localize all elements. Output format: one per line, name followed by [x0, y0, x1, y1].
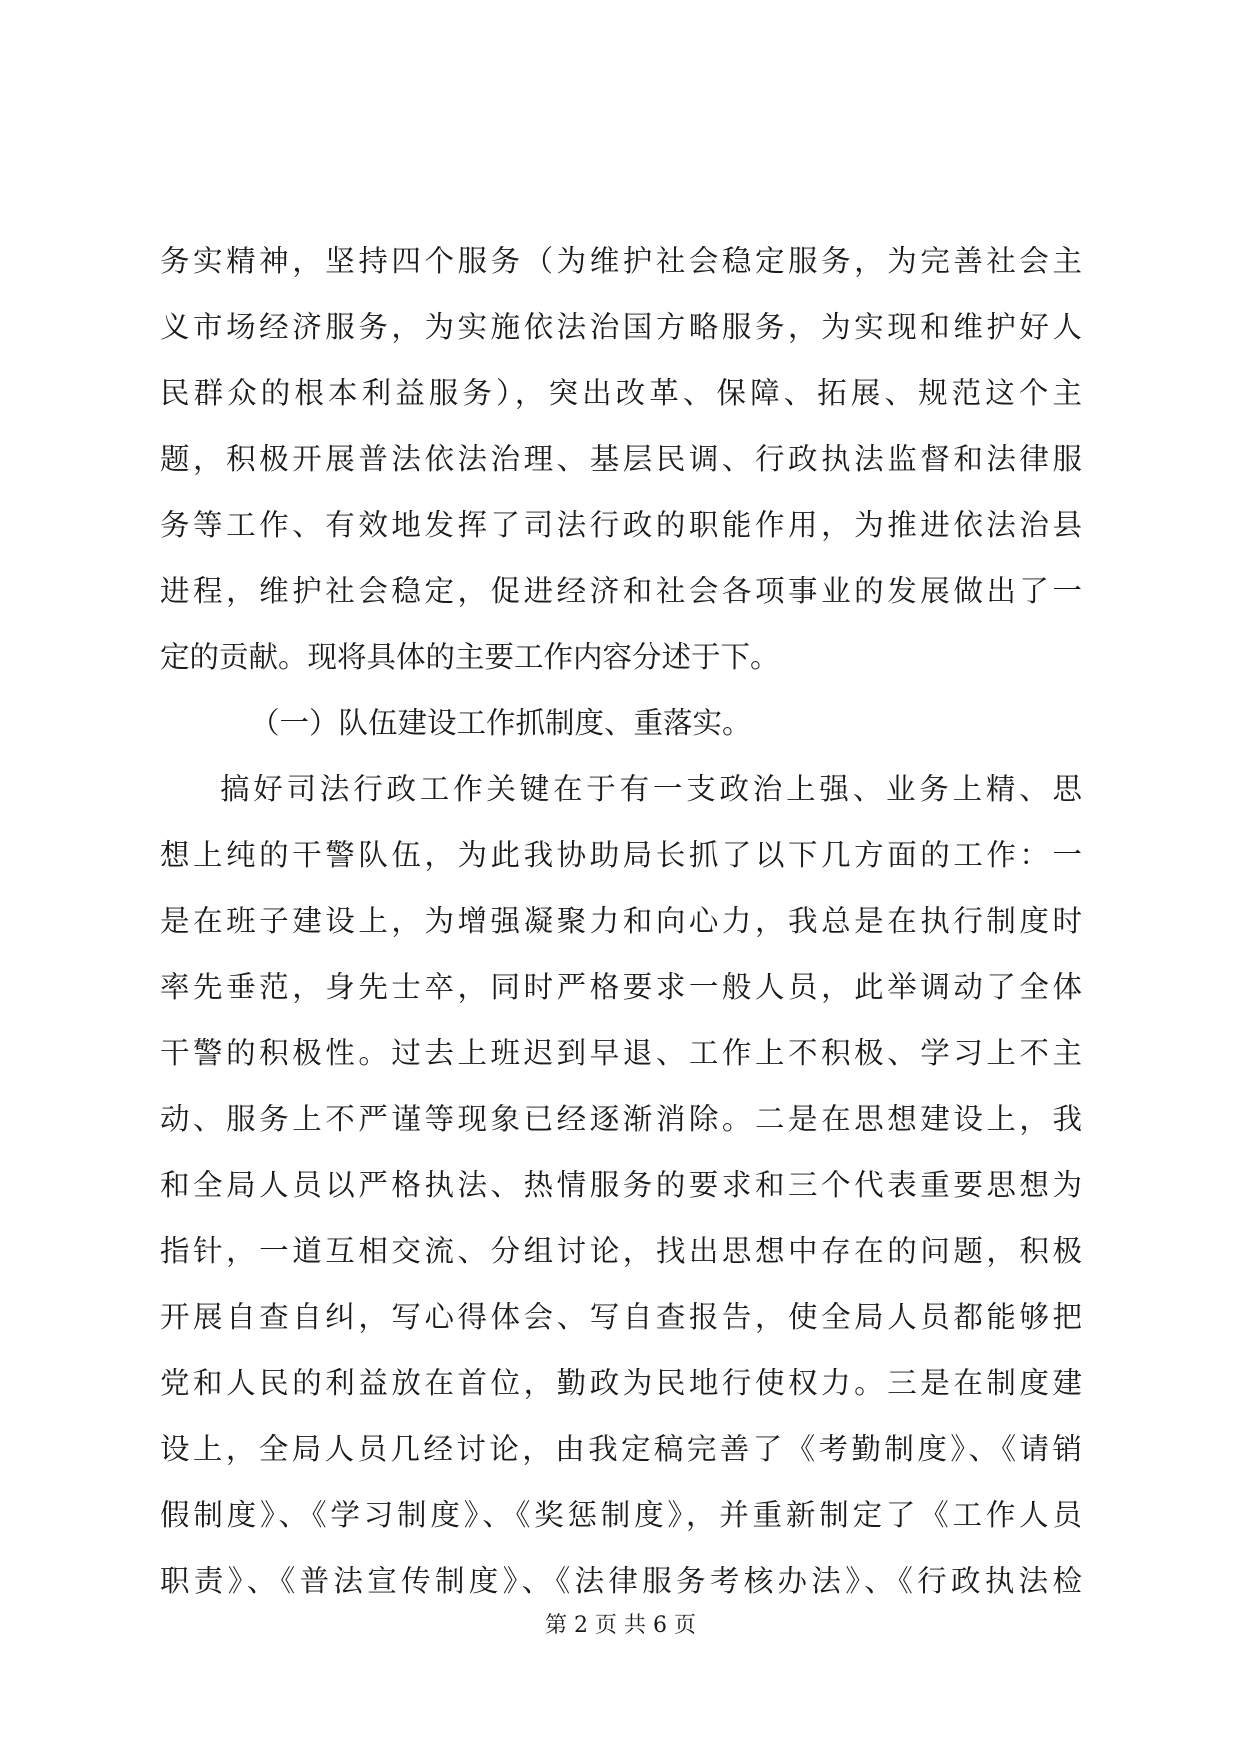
document-body [160, 228, 1082, 1614]
text-line: 想上纯的干警队伍，为此我协助局长抓了以下几方面的工作：一 [160, 838, 1082, 872]
text-line: 进程，维护社会稳定，促进经济和社会各项事业的发展做出了一 [160, 574, 1082, 608]
text-line: 干警的积极性。过去上班迟到早退、工作上不积极、学习上不主 [160, 1036, 1082, 1070]
text-line: 开展自查自纠，写心得体会、写自查报告，使全局人员都能够把 [160, 1300, 1082, 1334]
text-line: 务等工作、有效地发挥了司法行政的职能作用，为推进依法治县 [160, 508, 1082, 542]
text-line: 是在班子建设上，为增强凝聚力和向心力，我总是在执行制度时 [160, 904, 1082, 938]
text-line: 定的贡献。现将具体的主要工作内容分述于下。 [160, 640, 780, 674]
text-line: 职责》、《普法宣传制度》、《法律服务考核办法》、《行政执法检 [160, 1564, 1082, 1598]
section-heading: （一）队伍建设工作抓制度、重落实。 [250, 706, 752, 740]
text-line: 动、服务上不严谨等现象已经逐渐消除。二是在思想建设上，我 [160, 1102, 1082, 1136]
text-line: 率先垂范，身先士卒，同时严格要求一般人员，此举调动了全体 [160, 970, 1082, 1004]
text-line: 指针，一道互相交流、分组讨论，找出思想中存在的问题，积极 [160, 1234, 1082, 1268]
text-line: 假制度》、《学习制度》、《奖惩制度》，并重新制定了《工作人员 [160, 1498, 1082, 1532]
text-line: 题，积极开展普法依法治理、基层民调、行政执法监督和法律服 [160, 442, 1082, 476]
text-line: 党和人民的利益放在首位，勤政为民地行使权力。三是在制度建 [160, 1366, 1082, 1400]
text-line: 和全局人员以严格执法、热情服务的要求和三个代表重要思想为 [160, 1168, 1082, 1202]
text-line: 民群众的根本利益服务），突出改革、保障、拓展、规范这个主 [160, 376, 1082, 410]
text-line: 设上，全局人员几经讨论，由我定稿完善了《考勤制度》、《请销 [160, 1432, 1082, 1466]
text-line: 搞好司法行政工作关键在于有一支政治上强、业务上精、思 [220, 772, 1082, 806]
page-number-footer: 第 2 页 共 6 页 [545, 1613, 696, 1638]
text-line: 务实精神，坚持四个服务（为维护社会稳定服务，为完善社会主 [160, 244, 1082, 278]
text-line: 义市场经济服务，为实施依法治国方略服务，为实现和维护好人 [160, 310, 1082, 344]
